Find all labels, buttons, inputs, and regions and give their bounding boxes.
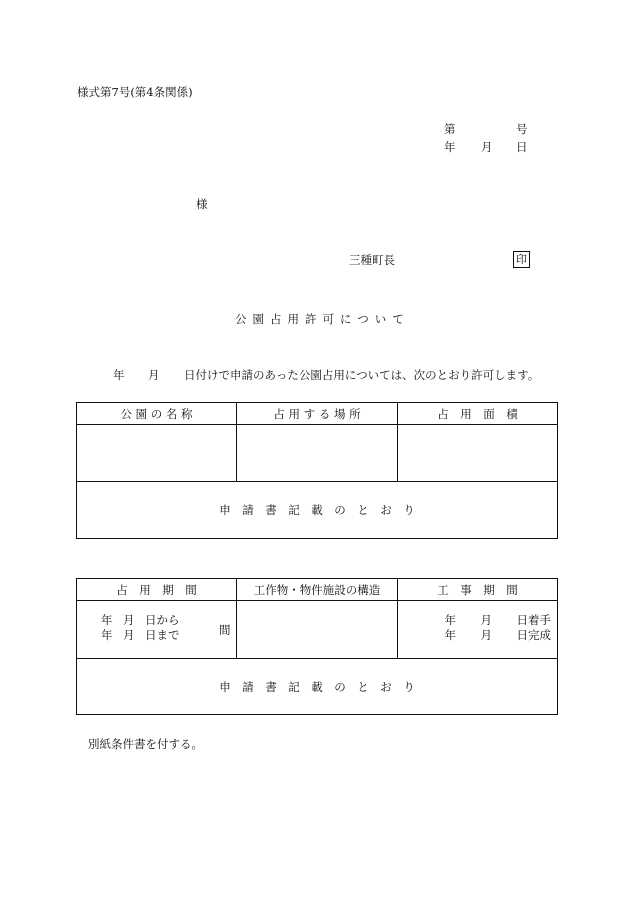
attachment-note: 別紙条件書を付する。 bbox=[88, 737, 203, 751]
table-row bbox=[77, 425, 558, 482]
as-per-application: 申 請 書 記 載 の と お り bbox=[77, 482, 558, 539]
table-row bbox=[77, 482, 558, 539]
table-row bbox=[77, 601, 558, 659]
work-end-month: 月 bbox=[480, 628, 492, 642]
form-id: 様式第7号(第4条関係) bbox=[77, 85, 193, 99]
permit-table bbox=[76, 402, 558, 539]
period-from-day: 日から bbox=[145, 613, 180, 627]
header-park-name: 公 園 の 名 称 bbox=[77, 403, 237, 425]
table-row bbox=[77, 659, 558, 715]
body-text: 日付けで申請のあった公園占用については、次のとおり許可します。 bbox=[184, 368, 540, 382]
number-suffix: 号 bbox=[516, 122, 528, 136]
date-year: 年 bbox=[444, 140, 456, 154]
body-month: 月 bbox=[148, 368, 160, 382]
header-occupancy-period: 占 用 期 間 bbox=[77, 579, 237, 601]
cell-park-name bbox=[77, 425, 237, 482]
cell-construction-period bbox=[398, 601, 558, 659]
header-construction-period: 工 事 期 間 bbox=[398, 579, 558, 601]
cell-occupied-area bbox=[398, 425, 558, 482]
period-dates bbox=[101, 613, 180, 643]
date-day: 日 bbox=[516, 140, 528, 154]
period-from-month: 月 bbox=[123, 613, 135, 627]
cell-occupancy-period bbox=[77, 601, 237, 659]
period-to-day: 日まで bbox=[145, 628, 180, 642]
work-start-year: 年 bbox=[444, 613, 456, 627]
body-year: 年 bbox=[113, 368, 125, 382]
number-prefix: 第 bbox=[444, 122, 456, 136]
period-suffix: 間 bbox=[219, 623, 231, 637]
addressee-suffix: 様 bbox=[196, 197, 208, 211]
issuer: 三種町長 bbox=[349, 253, 395, 267]
period-to-month: 月 bbox=[123, 628, 135, 642]
period-table bbox=[76, 578, 558, 715]
period-to-year: 年 bbox=[101, 628, 113, 642]
cell-occupied-place bbox=[237, 425, 398, 482]
header-occupied-place: 占 用 す る 場 所 bbox=[237, 403, 398, 425]
work-end-year: 年 bbox=[444, 628, 456, 642]
cell-structure bbox=[237, 601, 398, 659]
period-from-year: 年 bbox=[101, 613, 113, 627]
work-start-month: 月 bbox=[480, 613, 492, 627]
work-end-day: 日完成 bbox=[516, 628, 551, 642]
document-title: 公園占用許可について bbox=[235, 312, 410, 326]
seal-mark: 印 bbox=[513, 251, 530, 268]
header-occupied-area: 占 用 面 積 bbox=[398, 403, 558, 425]
table-row bbox=[77, 403, 558, 425]
construction-dates bbox=[445, 613, 552, 643]
work-start-day: 日着手 bbox=[516, 613, 551, 627]
as-per-application: 申 請 書 記 載 の と お り bbox=[77, 659, 558, 715]
date-month: 月 bbox=[481, 140, 493, 154]
table-row bbox=[77, 579, 558, 601]
header-structure: 工作物・物件施設の構造 bbox=[237, 579, 398, 601]
